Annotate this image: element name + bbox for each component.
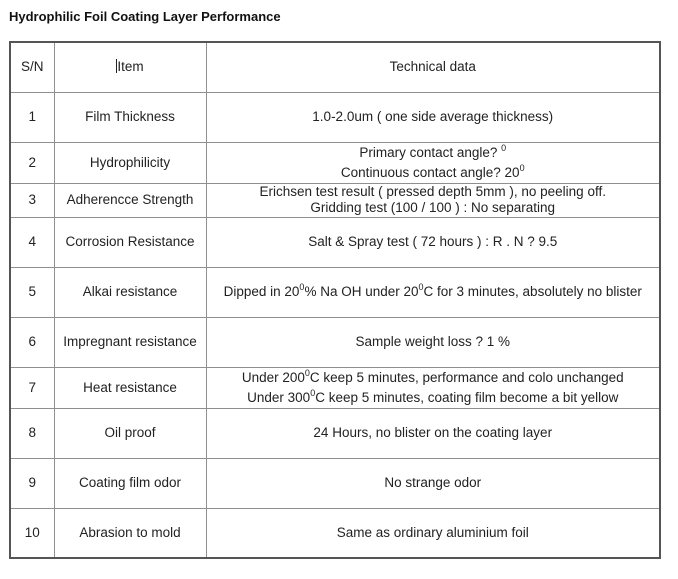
- table-row: [10, 367, 660, 408]
- row-sn: 5: [10, 267, 54, 317]
- page-title: Hydrophilic Foil Coating Layer Performance: [9, 9, 281, 24]
- column-header-item[interactable]: [54, 42, 206, 92]
- row-item: Corrosion Resistance: [54, 217, 206, 267]
- column-header-sn: S/N: [10, 42, 54, 92]
- column-header-technical-data: Technical data: [206, 42, 660, 92]
- row-sn: 3: [10, 183, 54, 217]
- row-item: Hydrophilicity: [54, 142, 206, 183]
- table-row: [10, 317, 660, 367]
- row-technical-data: [206, 367, 660, 408]
- row-sn: 6: [10, 317, 54, 367]
- row-technical-data: [206, 142, 660, 183]
- row-sn: 7: [10, 367, 54, 408]
- performance-table: [9, 41, 661, 559]
- tech-line: Gridding test (100 / 100 ) : No separating: [310, 200, 556, 215]
- row-sn: 8: [10, 408, 54, 458]
- row-sn: 2: [10, 142, 54, 183]
- row-item: Impregnant resistance: [54, 317, 206, 367]
- row-item: Coating film odor: [54, 458, 206, 508]
- table-row: [10, 217, 660, 267]
- table-header-row: [10, 42, 660, 92]
- row-item: Film Thickness: [54, 92, 206, 142]
- tech-line: Under $300^0C$ keep 5 minutes, coating film become a bit yellow: [247, 387, 619, 405]
- row-sn: 10: [10, 508, 54, 558]
- table-row: [10, 267, 660, 317]
- tech-line: Erichsen test result ( pressed depth 5mm ), no peeling off.: [259, 184, 606, 199]
- row-technical-data: Sample weight loss ? 1 %: [206, 317, 660, 367]
- table-row: [10, 508, 660, 558]
- row-item: Alkai resistance: [54, 267, 206, 317]
- tech-line: Under $200^0C$ keep 5 minutes, performance and colo unchanged: [241, 367, 624, 385]
- table-row: [10, 183, 660, 217]
- table-row: [10, 142, 660, 183]
- row-item: Abrasion to mold: [54, 508, 206, 558]
- row-item: Adherencce Strength: [54, 183, 206, 217]
- row-technical-data: No strange odor: [206, 458, 660, 508]
- table-row: [10, 458, 660, 508]
- row-item: Heat resistance: [54, 367, 206, 408]
- row-sn: 9: [10, 458, 54, 508]
- column-header-item-label: Item: [117, 59, 144, 75]
- table-row: [10, 92, 660, 142]
- row-sn: 4: [10, 217, 54, 267]
- row-technical-data: Salt & Spray test ( 72 hours ) : R . N ? 9.5: [206, 217, 660, 267]
- row-technical-data: [206, 183, 660, 217]
- row-technical-data: Same as ordinary aluminium foil: [206, 508, 660, 558]
- row-sn: 1: [10, 92, 54, 142]
- tech-line: Primary contact angle? $^0$: [359, 142, 507, 160]
- row-technical-data: 1.0-2.0um ( one side average thickness): [206, 92, 660, 142]
- row-technical-data: Dipped in $20^0\%$ Na OH under $20^0C$ for 3 minutes, absolutely no blister: [206, 267, 660, 317]
- row-technical-data: 24 Hours, no blister on the coating layer: [206, 408, 660, 458]
- tech-line: Continuous contact angle? $20^0$: [340, 162, 525, 180]
- table-row: [10, 408, 660, 458]
- row-item: Oil proof: [54, 408, 206, 458]
